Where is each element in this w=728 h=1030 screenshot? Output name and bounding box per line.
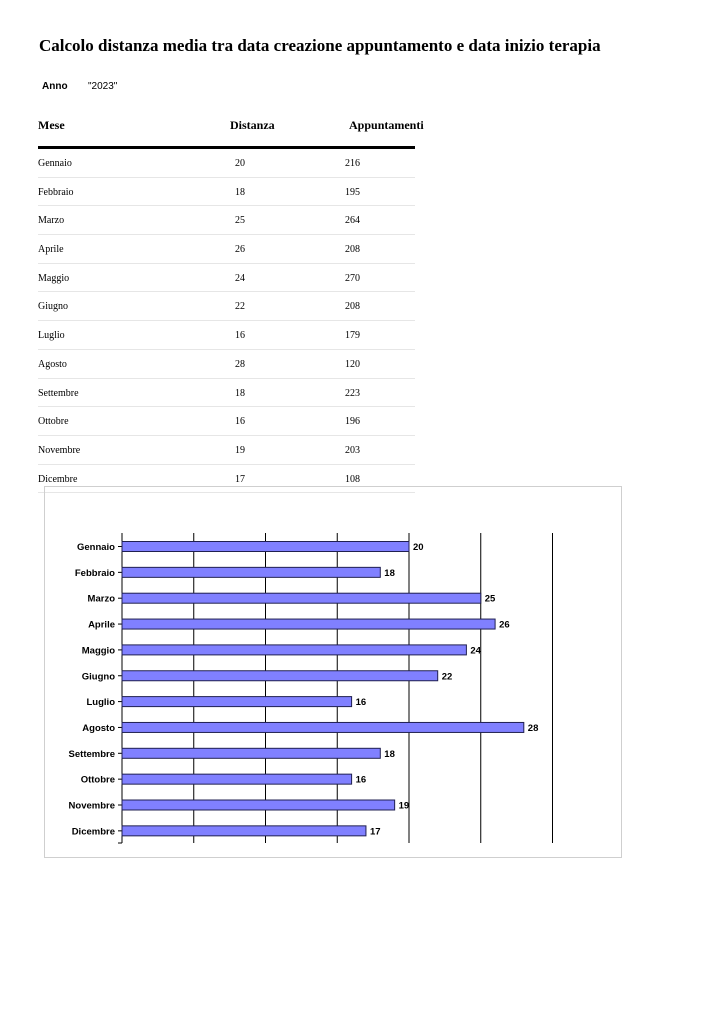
- value-label: 16: [355, 697, 367, 709]
- year-param-label: Anno: [42, 81, 68, 92]
- category-label: Maggio: [81, 645, 115, 657]
- year-param-value: "2023": [88, 81, 118, 92]
- value-label: 20: [413, 542, 424, 553]
- category-label: Ottobre: [80, 774, 115, 786]
- cell-mese: Luglio: [38, 330, 65, 342]
- table-row: Luglio 16 179: [38, 321, 415, 350]
- bar: [122, 671, 438, 681]
- category-label: Aprile: [88, 619, 115, 631]
- table-row: Dicembre 17 108: [38, 465, 415, 494]
- category-label: Settembre: [68, 748, 115, 760]
- bar: [122, 800, 395, 810]
- category-label: Gennaio: [76, 542, 115, 553]
- table-body: [38, 149, 415, 493]
- cell-mese: Marzo: [38, 215, 65, 227]
- cell-mese: Maggio: [38, 272, 70, 284]
- bar: [122, 645, 466, 655]
- value-label: 28: [527, 722, 539, 734]
- bar: [122, 774, 352, 784]
- table-row: Maggio 24 270: [38, 264, 415, 293]
- category-label: Giugno: [81, 671, 115, 683]
- bar: [122, 722, 524, 732]
- cell-mese: Agosto: [38, 358, 67, 370]
- chart-canvas: [45, 487, 623, 859]
- value-label: 18: [384, 567, 395, 579]
- value-label: 25: [484, 593, 496, 605]
- bar: [122, 826, 366, 836]
- value-label: 24: [470, 645, 481, 657]
- report-title: Calcolo distanza media tra data creazione appuntamento e data inizio terapia: [39, 36, 601, 55]
- table-row: Gennaio 20 216: [38, 149, 415, 178]
- cell-mese: Giugno: [38, 301, 68, 313]
- cell-mese: Novembre: [38, 444, 81, 456]
- category-label: Luglio: [86, 697, 115, 709]
- bar: [122, 542, 409, 552]
- value-label: 17: [369, 826, 381, 838]
- bar: [122, 567, 380, 577]
- category-label: Dicembre: [71, 826, 115, 838]
- cell-mese: Dicembre: [38, 473, 78, 485]
- table-row: Novembre 19 203: [38, 436, 415, 465]
- value-label: 16: [355, 774, 367, 786]
- table-header: Mese Distanza Appuntamenti: [38, 110, 415, 149]
- bar: [122, 748, 380, 758]
- cell-mese: Aprile: [38, 244, 64, 256]
- category-label: Novembre: [68, 800, 115, 812]
- table-row: Agosto 28 120: [38, 350, 415, 379]
- table-row: Ottobre 16 196: [38, 407, 415, 436]
- bar: [122, 697, 352, 707]
- cell-mese: Settembre: [38, 387, 79, 399]
- value-label: 22: [441, 671, 453, 683]
- table-row: Febbraio 18 195: [38, 178, 415, 207]
- value-label: 26: [499, 619, 510, 631]
- distance-table: [38, 110, 424, 493]
- value-label: 18: [384, 748, 395, 760]
- bar: [122, 619, 495, 629]
- table-row: Giugno 22 208: [38, 292, 415, 321]
- header-mese: Mese: [38, 118, 65, 132]
- category-label: Agosto: [82, 722, 115, 734]
- distance-bar-chart: [44, 486, 622, 858]
- table-row: Aprile 26 208: [38, 235, 415, 264]
- cell-mese: Febbraio: [38, 186, 74, 198]
- value-label: 19: [398, 800, 410, 812]
- cell-mese: Ottobre: [38, 416, 69, 428]
- category-label: Marzo: [87, 593, 115, 605]
- bar: [122, 593, 481, 603]
- cell-mese: Gennaio: [38, 158, 72, 169]
- table-row: Settembre 18 223: [38, 379, 415, 408]
- table-row: Marzo 25 264: [38, 206, 415, 235]
- category-label: Febbraio: [74, 567, 115, 579]
